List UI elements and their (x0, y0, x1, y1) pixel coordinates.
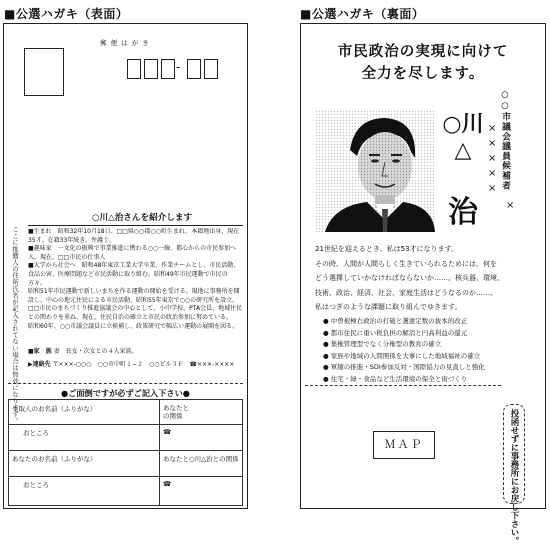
x-mark: × (488, 153, 497, 164)
front-header: ■公選ハガキ（表面） (4, 7, 129, 21)
map-label: ＭＡＰ (384, 438, 424, 451)
message-block (315, 242, 541, 315)
postcard-front (3, 23, 248, 509)
postal-separator: - (176, 60, 181, 74)
postal-digit-box (187, 59, 201, 79)
postal-digit-box (161, 59, 175, 79)
slogan-line-2: 全力を尽します。 (361, 66, 485, 82)
pledge-item: ● 集権管理型でなく分権型の教育の確立 (323, 340, 442, 349)
bio-text (28, 228, 243, 345)
phone-icon: ☎ (163, 428, 172, 436)
pledge-item: ● 家族や地域の人間関係を大事にした地域福祉の確立 (323, 351, 481, 360)
pledge-item: ● 都市住民に重い税負担の解消と円高利益の還元 (323, 328, 468, 337)
sender-address-label: おところ (23, 481, 49, 489)
x-mark: × (488, 168, 497, 179)
cut-line (8, 383, 243, 384)
candidate-name-top: ○川△ (442, 112, 484, 163)
x-mark: × (488, 183, 497, 194)
message-line: その時、人間が人間らしく生きていられるためには、何を (315, 259, 497, 268)
recipient-name-label: 受取人のお名前（ふりがな） (12, 405, 97, 413)
postcard-label: 郵 便 は が き (100, 39, 150, 47)
return-note-box (503, 404, 525, 545)
message-line: 21世紀を迎えるとき、私は53才になります。 (315, 245, 458, 253)
sender-name-input[interactable] (12, 463, 152, 474)
bio-line: 昭和60年、○○市議会議員に立候補し、政策研究で幅広い運動の展開を図る。 (28, 322, 239, 330)
entry-form (8, 399, 243, 506)
postal-digit-box (127, 59, 141, 79)
pledge-item: ● 中曽根極右政治の打破と護憲定数の抜本的改正 (323, 317, 468, 325)
stamp-box (24, 48, 64, 96)
message-line: どう選擇していかなければならないか……。核兵器、環境、 (315, 274, 504, 283)
map-box (373, 431, 435, 459)
office-text: 〒×××-○○○ ○○市中町１−２ ○○ビル３Ｆ ☎×××-×××× (52, 360, 235, 368)
intro-title: ○川△治さんを紹介します (92, 213, 193, 223)
postcard-back (300, 23, 546, 545)
sender-relation-input[interactable] (163, 463, 238, 474)
family-label: ■家 族 (28, 348, 52, 355)
sender-phone-input[interactable] (174, 479, 234, 503)
slogan-line-1: 市民政治の実現に向けて (337, 44, 509, 60)
bio-line: □□市民のまちづくり推進協議会の中心として、小中学校、PTA会員、地域住民との関わりを重ね、現在、住民自治の確立と市民の政治参加に努めている。 (28, 305, 243, 321)
message-line: 私はつぎのような課題に取り組んでゆきます。 (315, 303, 462, 312)
side-note: ここに推薦人の住所氏名が記入されてない場合は無効になります。 (11, 226, 18, 424)
x-marks (488, 121, 496, 196)
sender-address-input[interactable] (49, 479, 154, 503)
candidate-photo (315, 110, 435, 232)
relationship-input[interactable] (195, 404, 235, 422)
bio-line: ■大学から社会へ 昭和48年東京工業大学卒業、作業チームとし、市民活動、食品公害、医療問題など市民活動に取り組む。昭和49年市民運動で市民の方々。 (28, 262, 240, 287)
office-label: ▶連絡先 (28, 360, 51, 368)
bio-line: 昭和51年市民運動で新しいまちを作る運動の開始を受ける。現地に事務所を開設し、中心の地元住民による市民活動、昭和55年東京で○○の研究所を設立。 (28, 288, 240, 304)
family-text: 妻 長女・次女との４人家族。 (53, 348, 138, 355)
candidate-name-bottom: 治 (448, 195, 478, 230)
sender-name-label: あなたのお名前（ふりがな） (12, 455, 97, 463)
relationship-label: あなたとの関係 (163, 404, 189, 420)
address-label: おところ (23, 429, 49, 437)
bio-line: ■趣味家 一文化の振興で事業推進に携わる○○一線、都心からの市民参加へ入。現在、□□市民の仕事人 (28, 245, 237, 261)
form-divider (159, 400, 160, 450)
recipient-name-input[interactable] (12, 413, 152, 423)
x-mark: × (506, 200, 515, 211)
request-title: ●ご面倒ですが必ずご記入下さい● (61, 388, 190, 398)
bio-line: ■生まれ 昭和32年10月18日、□□県○○郡○○町生まれ。本籍地出身、現在35才。在籍33年続き、弁護士。 (28, 228, 240, 244)
candidate-name (441, 112, 485, 230)
address-input[interactable] (49, 426, 154, 450)
x-mark: × (488, 123, 497, 134)
sender-relation-label: あなたと○川△治との関係 (163, 455, 239, 463)
x-mark: × (488, 138, 497, 149)
intro-section (28, 211, 243, 381)
sender-phone-icon: ☎ (163, 480, 172, 488)
pledge-item: ● 軍縮の推進・SDI参加反対・国際協力の見直しと強化 (323, 363, 485, 372)
cut-line (305, 385, 501, 386)
message-line: 技術、政治、経済、社会、家庭生活はどうなるのか……。 (315, 288, 497, 297)
postal-digit-box (144, 59, 158, 79)
postal-digit-box (204, 59, 218, 79)
pledge-item: ● 住宅・緑・食品など生活環境の保全と街づくり (323, 374, 468, 383)
phone-input[interactable] (174, 426, 234, 450)
candidate-title: ○○市議会議員候補者 (500, 90, 510, 191)
back-header: ■公選ハガキ（裏面） (300, 7, 425, 21)
return-note: 投函せずに事務所にお戻し下さい。 (509, 409, 519, 545)
pledge-list (323, 316, 541, 386)
